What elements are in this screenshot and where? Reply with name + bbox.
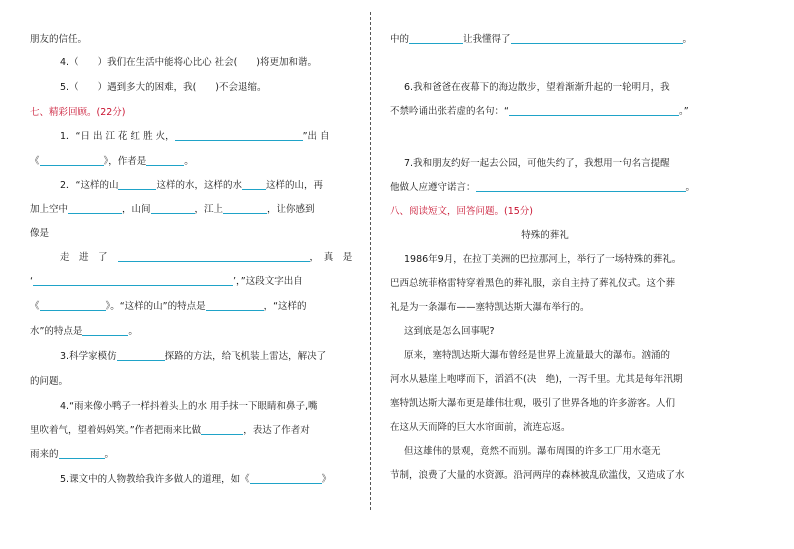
q2-text: ， 真 是 <box>309 252 353 263</box>
q1-text-end: ”出 自 <box>302 131 330 142</box>
q1-book-open: 《 <box>30 156 40 167</box>
q6-text: 。” <box>678 106 689 117</box>
question-7a: 7.我和朋友约好一起去公园，可他失约了，我想用一句名言提醒 <box>404 158 670 169</box>
answer-blank[interactable] <box>476 182 686 192</box>
q2-text: ’，”这段文字出自 <box>233 276 303 287</box>
q4-text: 里吹着气，望着妈妈笑。”作者把雨来比做 <box>30 425 202 436</box>
q1-text: 1．“日 出 江 花 红 胜 火， <box>60 131 175 142</box>
passage-line: 1986年9月，在拉丁美洲的巴拉那河上，举行了一场特殊的葬礼。 <box>404 254 682 265</box>
q4-text: 雨来的 <box>30 449 59 460</box>
q2-text: ，山间 <box>122 204 151 215</box>
q2-text: 这样的水，这样的水 <box>156 180 242 191</box>
q1-author-text: 》，作者是 <box>103 156 147 167</box>
answer-blank[interactable] <box>250 474 322 484</box>
passage-line: 礼是为一条瀑布——塞特凯达斯大瀑布举行的。 <box>390 302 590 313</box>
question-5-classic <box>60 474 331 486</box>
q3-text: 3.科学家模仿 <box>60 351 117 362</box>
answer-blank[interactable] <box>146 156 184 166</box>
question-1a <box>60 131 330 143</box>
answer-blank[interactable] <box>206 301 264 311</box>
q2-text: ，“这样的 <box>263 301 307 312</box>
question-2b <box>30 204 315 216</box>
answer-blank[interactable] <box>242 180 266 190</box>
answer-blank[interactable] <box>409 34 463 44</box>
q2-text: 。 <box>128 326 138 337</box>
question-6b <box>390 106 689 118</box>
passage-line: 在这从天而降的巨大水帘面前，流连忘返。 <box>390 422 571 433</box>
answer-blank[interactable] <box>68 204 122 214</box>
answer-blank[interactable] <box>201 425 243 435</box>
question-4: 4.（ ）我们在生活中能将心比心 社会( )将更加和谐。 <box>60 57 317 68</box>
text-line: 朋友的信任。 <box>30 34 88 45</box>
question-4b <box>30 425 310 437</box>
passage-line: 原来，塞特凯达斯大瀑布曾经是世界上流量最大的瀑布。汹涌的 <box>404 350 671 361</box>
answer-blank[interactable] <box>509 106 679 116</box>
answer-blank[interactable] <box>82 326 128 336</box>
q2-text: 2．“这样的山 <box>60 180 119 191</box>
q3-text: 探路的方法，给飞机装上雷达，解决了 <box>164 351 327 362</box>
passage-line: 但这雄伟的景观，竟然不而别。瀑布周围的许多工厂用水毫无 <box>404 446 661 457</box>
q2-text: 《 <box>30 301 40 312</box>
question-6a: 6.我和爸爸在夜幕下的海边散步，望着渐渐升起的一轮明月，我 <box>404 82 670 93</box>
q5-text: 让我懂得了 <box>463 34 511 45</box>
answer-blank[interactable] <box>511 34 683 44</box>
answer-blank[interactable] <box>118 252 310 262</box>
answer-blank[interactable] <box>151 204 195 214</box>
q4-text: 。 <box>104 449 115 460</box>
answer-blank[interactable] <box>117 351 165 361</box>
answer-blank[interactable] <box>59 449 105 459</box>
answer-blank[interactable] <box>40 301 106 311</box>
q2-text: ‘ <box>30 276 34 287</box>
section-7-heading: 七、精彩回顾。(22分) <box>30 107 126 118</box>
answer-blank[interactable] <box>175 131 303 141</box>
section-8-heading: 八、阅读短文，回答问题。(15分) <box>390 206 534 217</box>
answer-blank[interactable] <box>118 180 156 190</box>
q7-text: 他做人应遵守诺言： <box>390 182 476 193</box>
q2-text: 这样的山，再 <box>265 180 323 191</box>
passage-line: 节制，浪费了大量的水资源。沿河两岸的森林被乱砍滥伐，又造成了水 <box>390 470 685 481</box>
q2-text: ，让你感到 <box>267 204 315 215</box>
passage-line: 这到底是怎么回事呢? <box>404 326 495 337</box>
q2-text: ，江上 <box>194 204 224 215</box>
q5-text: 中的 <box>390 34 410 45</box>
column-divider <box>370 12 371 510</box>
question-5-continued <box>390 34 692 46</box>
answer-blank[interactable] <box>33 276 233 286</box>
q7-text: 。 <box>685 182 696 193</box>
question-2d <box>60 252 352 264</box>
question-2f <box>30 301 307 313</box>
passage-line: 河水从悬崖上咆哮而下，滔滔不(决 绝)，一泻千里。尤其是每年汛期 <box>390 374 683 385</box>
q6-text: 不禁吟诵出张若虚的名句：“ <box>390 106 509 117</box>
q5-text: 》 <box>321 474 332 485</box>
question-2g <box>30 326 138 338</box>
q1-end: 。 <box>184 156 194 167</box>
q2-text: 走 进 了 <box>60 252 108 263</box>
question-5: 5.（ ）遇到多大的困难，我( )不会退缩。 <box>60 82 267 93</box>
passage-line: 巴西总统菲格雷特穿着黑色的葬礼服，亲自主持了葬礼仪式。这个葬 <box>390 278 676 289</box>
answer-blank[interactable] <box>40 156 104 166</box>
question-3a <box>60 351 326 363</box>
question-2e <box>30 276 303 288</box>
answer-blank[interactable] <box>223 204 267 214</box>
passage-line: 塞特凯达斯大瀑布更是雄伟壮观，吸引了世界各地的许多游客。人们 <box>390 398 676 409</box>
q2-text: 水”的特点是 <box>30 326 83 337</box>
question-3b: 的问题。 <box>30 376 69 387</box>
question-7b <box>390 182 695 194</box>
passage-title: 特殊的葬礼 <box>521 230 569 241</box>
q2-text: 》。“这样的山”的特点是 <box>105 301 206 312</box>
question-1b <box>30 156 194 168</box>
q5-text: 。 <box>682 34 693 45</box>
q4-text: ，表达了作者对 <box>243 425 310 436</box>
question-4c <box>30 449 114 461</box>
question-2a <box>60 180 323 192</box>
q5-text: 5.课文中的人物教给我许多做人的道理，如《 <box>60 474 250 485</box>
q2-text: 加上空中 <box>30 204 69 215</box>
question-4a: 4.“雨来像小鸭子一样抖着头上的水 用手抹一下眼睛和鼻子,嘴 <box>60 401 318 412</box>
question-2c: 像是 <box>30 228 50 239</box>
